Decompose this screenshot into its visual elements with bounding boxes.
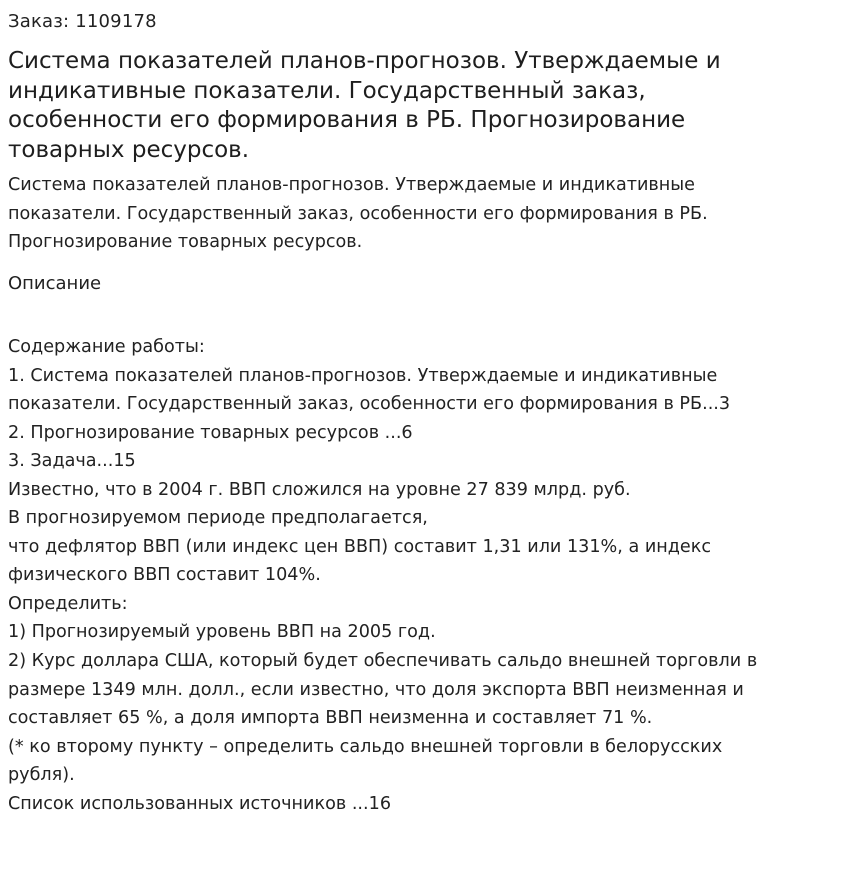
lead-paragraph [8, 171, 838, 257]
content-line: 1) Прогнозируемый уровень ВВП на 2005 год. [8, 622, 436, 643]
lead-line: показатели. Государственный заказ, особенности его формирования в РБ. [8, 203, 708, 224]
title-line: особенности его формирования в РБ. Прогнозирование [8, 107, 686, 133]
title-line: товарных ресурсов. [8, 136, 250, 163]
content-line: 3. Задача...15 [8, 451, 136, 472]
title-line: индикативные показатели. Государственный заказ, [8, 77, 646, 104]
content-line: размере 1349 млн. долл., если известно, что доля экспорта ВВП неизменная и [8, 679, 744, 700]
lead-line: Прогнозирование товарных ресурсов. [8, 232, 363, 252]
content-body [8, 333, 840, 818]
content-line: Известно, что в 2004 г. ВВП сложился на уровне 27 839 млрд. руб. [8, 479, 631, 500]
lead-line: Система показателей планов-прогнозов. Утверждаемые и индикативные [8, 175, 695, 195]
title-line: Система показателей планов-прогнозов. Утверждаемые и [8, 48, 721, 74]
content-line: 1. Система показателей планов-прогнозов. Утверждаемые и индикативные [8, 365, 718, 386]
content-line: Список использованных источников ...16 [8, 793, 392, 814]
content-line: рубля). [8, 765, 75, 786]
content-line: Содержание работы: [8, 337, 205, 357]
content-line: (* ко второму пункту – определить сальдо внешней торговли в белорусских [8, 736, 723, 757]
content-line: физического ВВП составит 104%. [8, 565, 321, 586]
content-line: 2. Прогнозирование товарных ресурсов ...6 [8, 422, 413, 443]
content-line: Определить: [8, 593, 128, 614]
content-line: показатели. Государственный заказ, особенности его формирования в РБ...3 [8, 394, 731, 415]
order-number: Заказ: 1109178 [8, 11, 157, 32]
content-line: составляет 65 %, а доля импорта ВВП неизменна и составляет 71 %. [8, 708, 653, 729]
content-line: 2) Курс доллара США, который будет обеспечивать сальдо внешней торговли в [8, 651, 758, 672]
page-title [8, 47, 808, 165]
description-heading: Описание [8, 273, 102, 294]
content-line: В прогнозируемом периоде предполагается, [8, 508, 428, 529]
content-line: что дефлятор ВВП (или индекс цен ВВП) составит 1,31 или 131%, а индекс [8, 536, 712, 557]
